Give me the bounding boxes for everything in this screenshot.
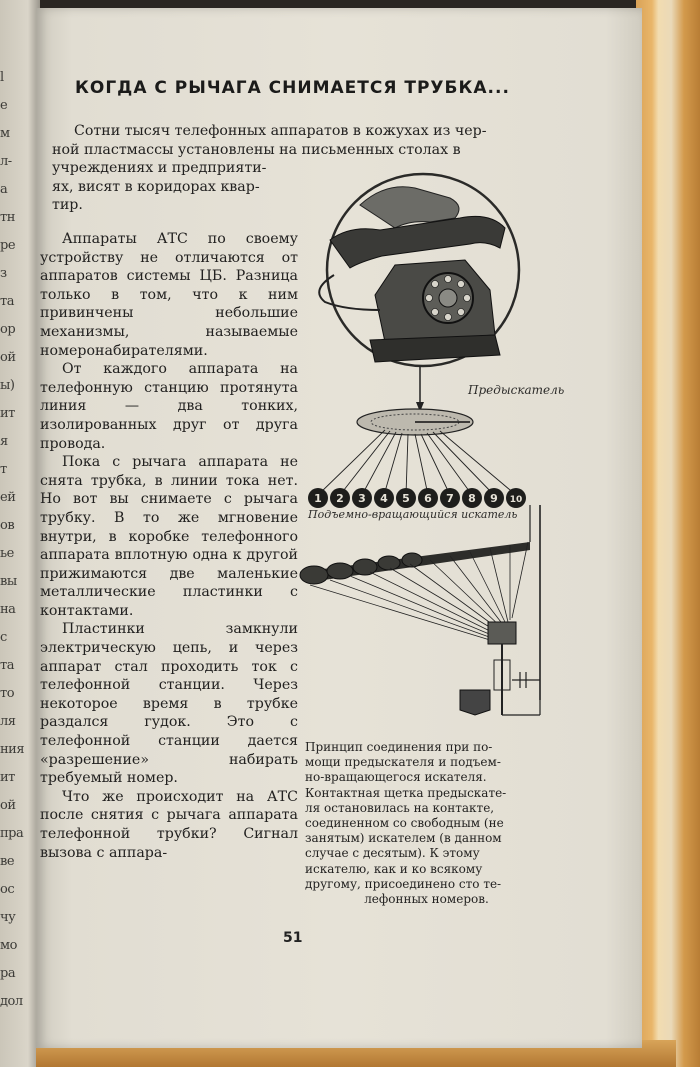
telephone-exchange-illustration: [290, 170, 565, 750]
caption-line: лефонных номеров.: [364, 892, 489, 907]
digit-label: 9: [490, 492, 498, 505]
left-page-fragment: я: [0, 434, 8, 449]
left-page-fragment: ля: [0, 714, 16, 729]
handset-icon: [330, 216, 505, 268]
left-page-fragment: ой: [0, 798, 16, 813]
left-page-fragment: пра: [0, 826, 24, 841]
left-page-fragment: то: [0, 686, 15, 701]
caption-line: мощи предыскателя и подъем-: [305, 755, 501, 770]
intro-line: учреждениях и предприяти-: [52, 160, 267, 177]
left-page-fragment: м: [0, 126, 10, 141]
left-page-fragment: ор: [0, 322, 16, 337]
left-page-fragment: тн: [0, 210, 15, 225]
digit-label: 8: [468, 492, 476, 505]
intro-line: ной пластмассы установлены на письменных столах в: [52, 141, 461, 158]
left-page-fragment: ы): [0, 378, 15, 393]
left-page-fragment: ния: [0, 742, 25, 757]
left-page-fragment: вы: [0, 574, 17, 589]
intro-line: Сотни тысяч телефонных аппаратов в кожухах из чер-: [74, 123, 487, 139]
caption-line: искателю, как и ко всякому: [305, 861, 483, 876]
left-page-fragment: чу: [0, 910, 16, 925]
left-page-fragment: л-: [0, 154, 12, 169]
left-page-fragment: l: [0, 70, 4, 85]
left-page-fragment: ье: [0, 546, 14, 561]
caption-line: занятым) искателем (в данном: [305, 831, 502, 846]
left-page-fragment: ит: [0, 406, 15, 421]
digit-label: 10: [509, 495, 523, 505]
book-cover-edge: [636, 0, 700, 1067]
left-page-fragment: ос: [0, 882, 15, 897]
caption-line: Принцип соединения при по-: [305, 740, 493, 754]
left-page-edge: [0, 0, 40, 1067]
connection-lines: [318, 430, 516, 495]
left-page-fragment: с: [0, 630, 7, 645]
caption-line: Контактная щетка предыскате-: [305, 785, 507, 800]
preselector-label: Предыскатель: [468, 383, 565, 397]
selector-mechanism-icon: [488, 622, 516, 644]
digit-label: 2: [336, 492, 344, 505]
caption-line: соединенном со свободным (не: [305, 816, 504, 831]
left-page-fragment: ит: [0, 770, 15, 785]
digit-label: 3: [358, 492, 366, 505]
left-page-fragment: та: [0, 658, 14, 673]
illustration-drawing: [290, 170, 560, 750]
left-page-fragment: ре: [0, 238, 16, 253]
left-page-fragment: ра: [0, 966, 16, 981]
left-page-fragment: ве: [0, 854, 15, 869]
figure-caption: [305, 740, 548, 907]
selector-label: Подъемно-вращающийся искатель: [308, 508, 518, 521]
paragraph: Что же происходит на АТС после снятия с рычага аппарата телефонной трубки? Сигнал вызова с аппара-: [40, 788, 298, 861]
left-page-fragment: ой: [0, 350, 16, 365]
chapter-title: КОГДА С РЫЧАГА СНИМАЕТСЯ ТРУБКА...: [75, 78, 510, 98]
left-page-fragment: дол: [0, 994, 23, 1009]
left-page-fragment: ей: [0, 490, 16, 505]
intro-line: ях, висят в коридорах квар-: [52, 178, 260, 195]
digit-label: 4: [380, 492, 388, 505]
page-number: 51: [283, 930, 303, 946]
paragraph: Аппараты АТС по своему устройству не отличаются от аппаратов системы ЦБ. Разница только в том, что к ним привинчены небольшие механизмы, называемые номеронабирателями.: [40, 231, 298, 359]
digit-label: 6: [424, 492, 432, 505]
digit-label: 1: [314, 492, 322, 505]
selector-contact-bank: [300, 542, 530, 584]
paragraph: Пока с рычага аппарата не снята трубка, в линии тока нет. Но вот вы снимаете с рычага трубку. В то же мгновение внутри, в коробке телефонного аппарата вплотную одна к другой прижимаются две маленькие металлические пластинки с контактами.: [40, 454, 298, 619]
left-page-fragment: мо: [0, 938, 17, 953]
left-page-fragment: з: [0, 266, 7, 281]
caption-line: но-вращающегося искателя.: [305, 770, 487, 785]
paragraph: Пластинки замкнули электрическую цепь, и через аппарат стал проходить ток с телефонной станции. Через некоторое время в трубке раздался гудок. Это с телефонной станции дается «разрешение» набирать требуемый номер.: [40, 621, 298, 787]
left-page-fragment: ов: [0, 518, 15, 533]
left-page-fragment: е: [0, 98, 8, 113]
paragraph: От каждого аппарата на телефонную станцию протянута линия — два тонких, изолированных друг от друга провода.: [40, 361, 298, 452]
digit-label: 7: [446, 492, 454, 505]
caption-line: ля остановилась на контакте,: [305, 800, 495, 815]
intro-line: тир.: [52, 197, 83, 214]
left-page-fragment: та: [0, 294, 14, 309]
left-page-fragment: на: [0, 602, 16, 617]
left-page-fragment: т: [0, 462, 7, 477]
caption-line: случае с десятым). К этому: [305, 846, 480, 861]
selector-number-row: [308, 488, 526, 508]
caption-line: другому, присоединено сто те-: [305, 876, 502, 891]
main-column: [40, 230, 298, 862]
left-page-fragment: а: [0, 182, 8, 197]
digit-label: 5: [402, 492, 410, 505]
